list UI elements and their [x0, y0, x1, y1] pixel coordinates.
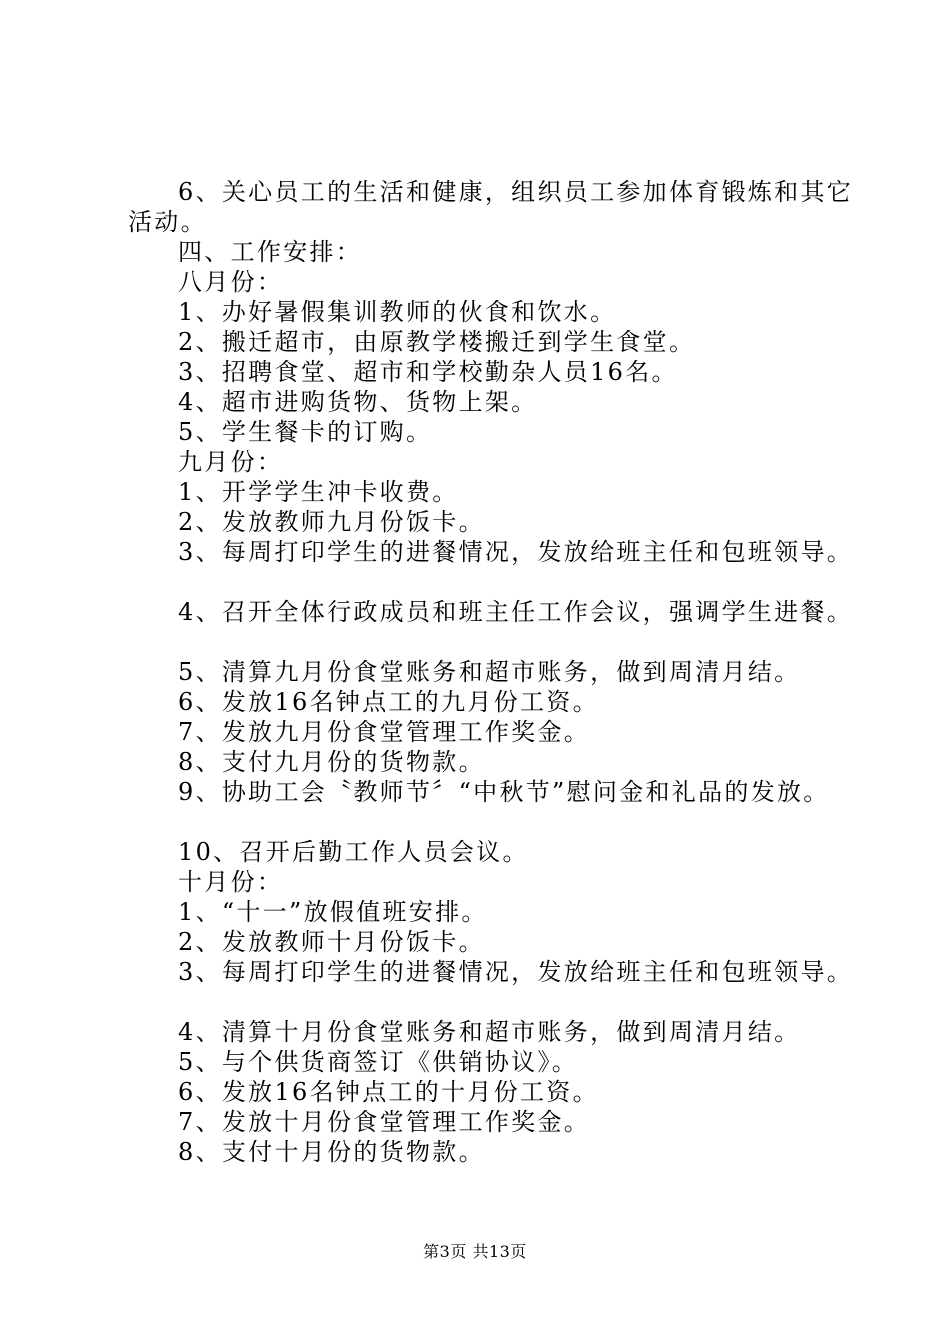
list-item: 2、搬迁超市，由原教学楼搬迁到学生食堂。: [178, 328, 696, 356]
page-footer: 第3页 共13页: [423, 1242, 527, 1261]
list-item: 2、发放教师九月份饭卡。: [178, 508, 485, 536]
blank-line: [128, 987, 838, 1017]
month-heading: 八月份：: [178, 268, 284, 296]
list-item: 6、发放16名钟点工的九月份工资。: [178, 688, 599, 716]
list-item: 4、超市进购货物、货物上架。: [178, 388, 538, 416]
list-item: 2、发放教师十月份饭卡。: [178, 928, 485, 956]
blank-line: [128, 627, 838, 657]
list-item: 8、支付十月份的货物款。: [178, 1138, 485, 1166]
list-item: 1、开学学生冲卡收费。: [178, 478, 459, 506]
list-item: 8、支付九月份的货物款。: [178, 748, 485, 776]
document-body: [128, 177, 854, 1167]
section-heading: 四、工作安排：: [178, 238, 363, 266]
list-item: 5、清算九月份食堂账务和超市账务，做到周清月结。: [178, 658, 801, 686]
list-item: 1、办好暑假集训教师的伙食和饮水。: [178, 298, 617, 326]
list-item: 7、发放九月份食堂管理工作奖金。: [178, 718, 591, 746]
list-item: 5、学生餐卡的订购。: [178, 418, 433, 446]
list-item: 3、每周打印学生的进餐情况，发放给班主任和包班领导。: [178, 538, 854, 566]
list-item: 7、发放十月份食堂管理工作奖金。: [178, 1108, 591, 1136]
list-item: 3、每周打印学生的进餐情况，发放给班主任和包班领导。: [178, 958, 854, 986]
paragraph-line: 6、关心员工的生活和健康，组织员工参加体育锻炼和其它: [178, 178, 854, 206]
list-item: 10、召开后勤工作人员会议。: [178, 838, 529, 866]
list-item: 1、“十一”放假值班安排。: [178, 898, 488, 926]
blank-line: [128, 807, 838, 837]
list-item: 6、发放16名钟点工的十月份工资。: [178, 1078, 599, 1106]
month-heading: 九月份：: [178, 448, 284, 476]
paragraph-line: 活动。: [128, 208, 207, 236]
list-item: 3、招聘食堂、超市和学校勤杂人员16名。: [178, 358, 678, 386]
list-item: 4、召开全体行政成员和班主任工作会议，强调学生进餐。: [178, 598, 854, 626]
list-item: 4、清算十月份食堂账务和超市账务，做到周清月结。: [178, 1018, 801, 1046]
list-item: 5、与个供货商签订《供销协议》。: [178, 1048, 579, 1076]
month-heading: 十月份：: [178, 868, 284, 896]
list-item: 9、协助工会〝教师节〞“中秋节”慰问金和礼品的发放。: [178, 778, 830, 806]
blank-line: [128, 567, 838, 597]
